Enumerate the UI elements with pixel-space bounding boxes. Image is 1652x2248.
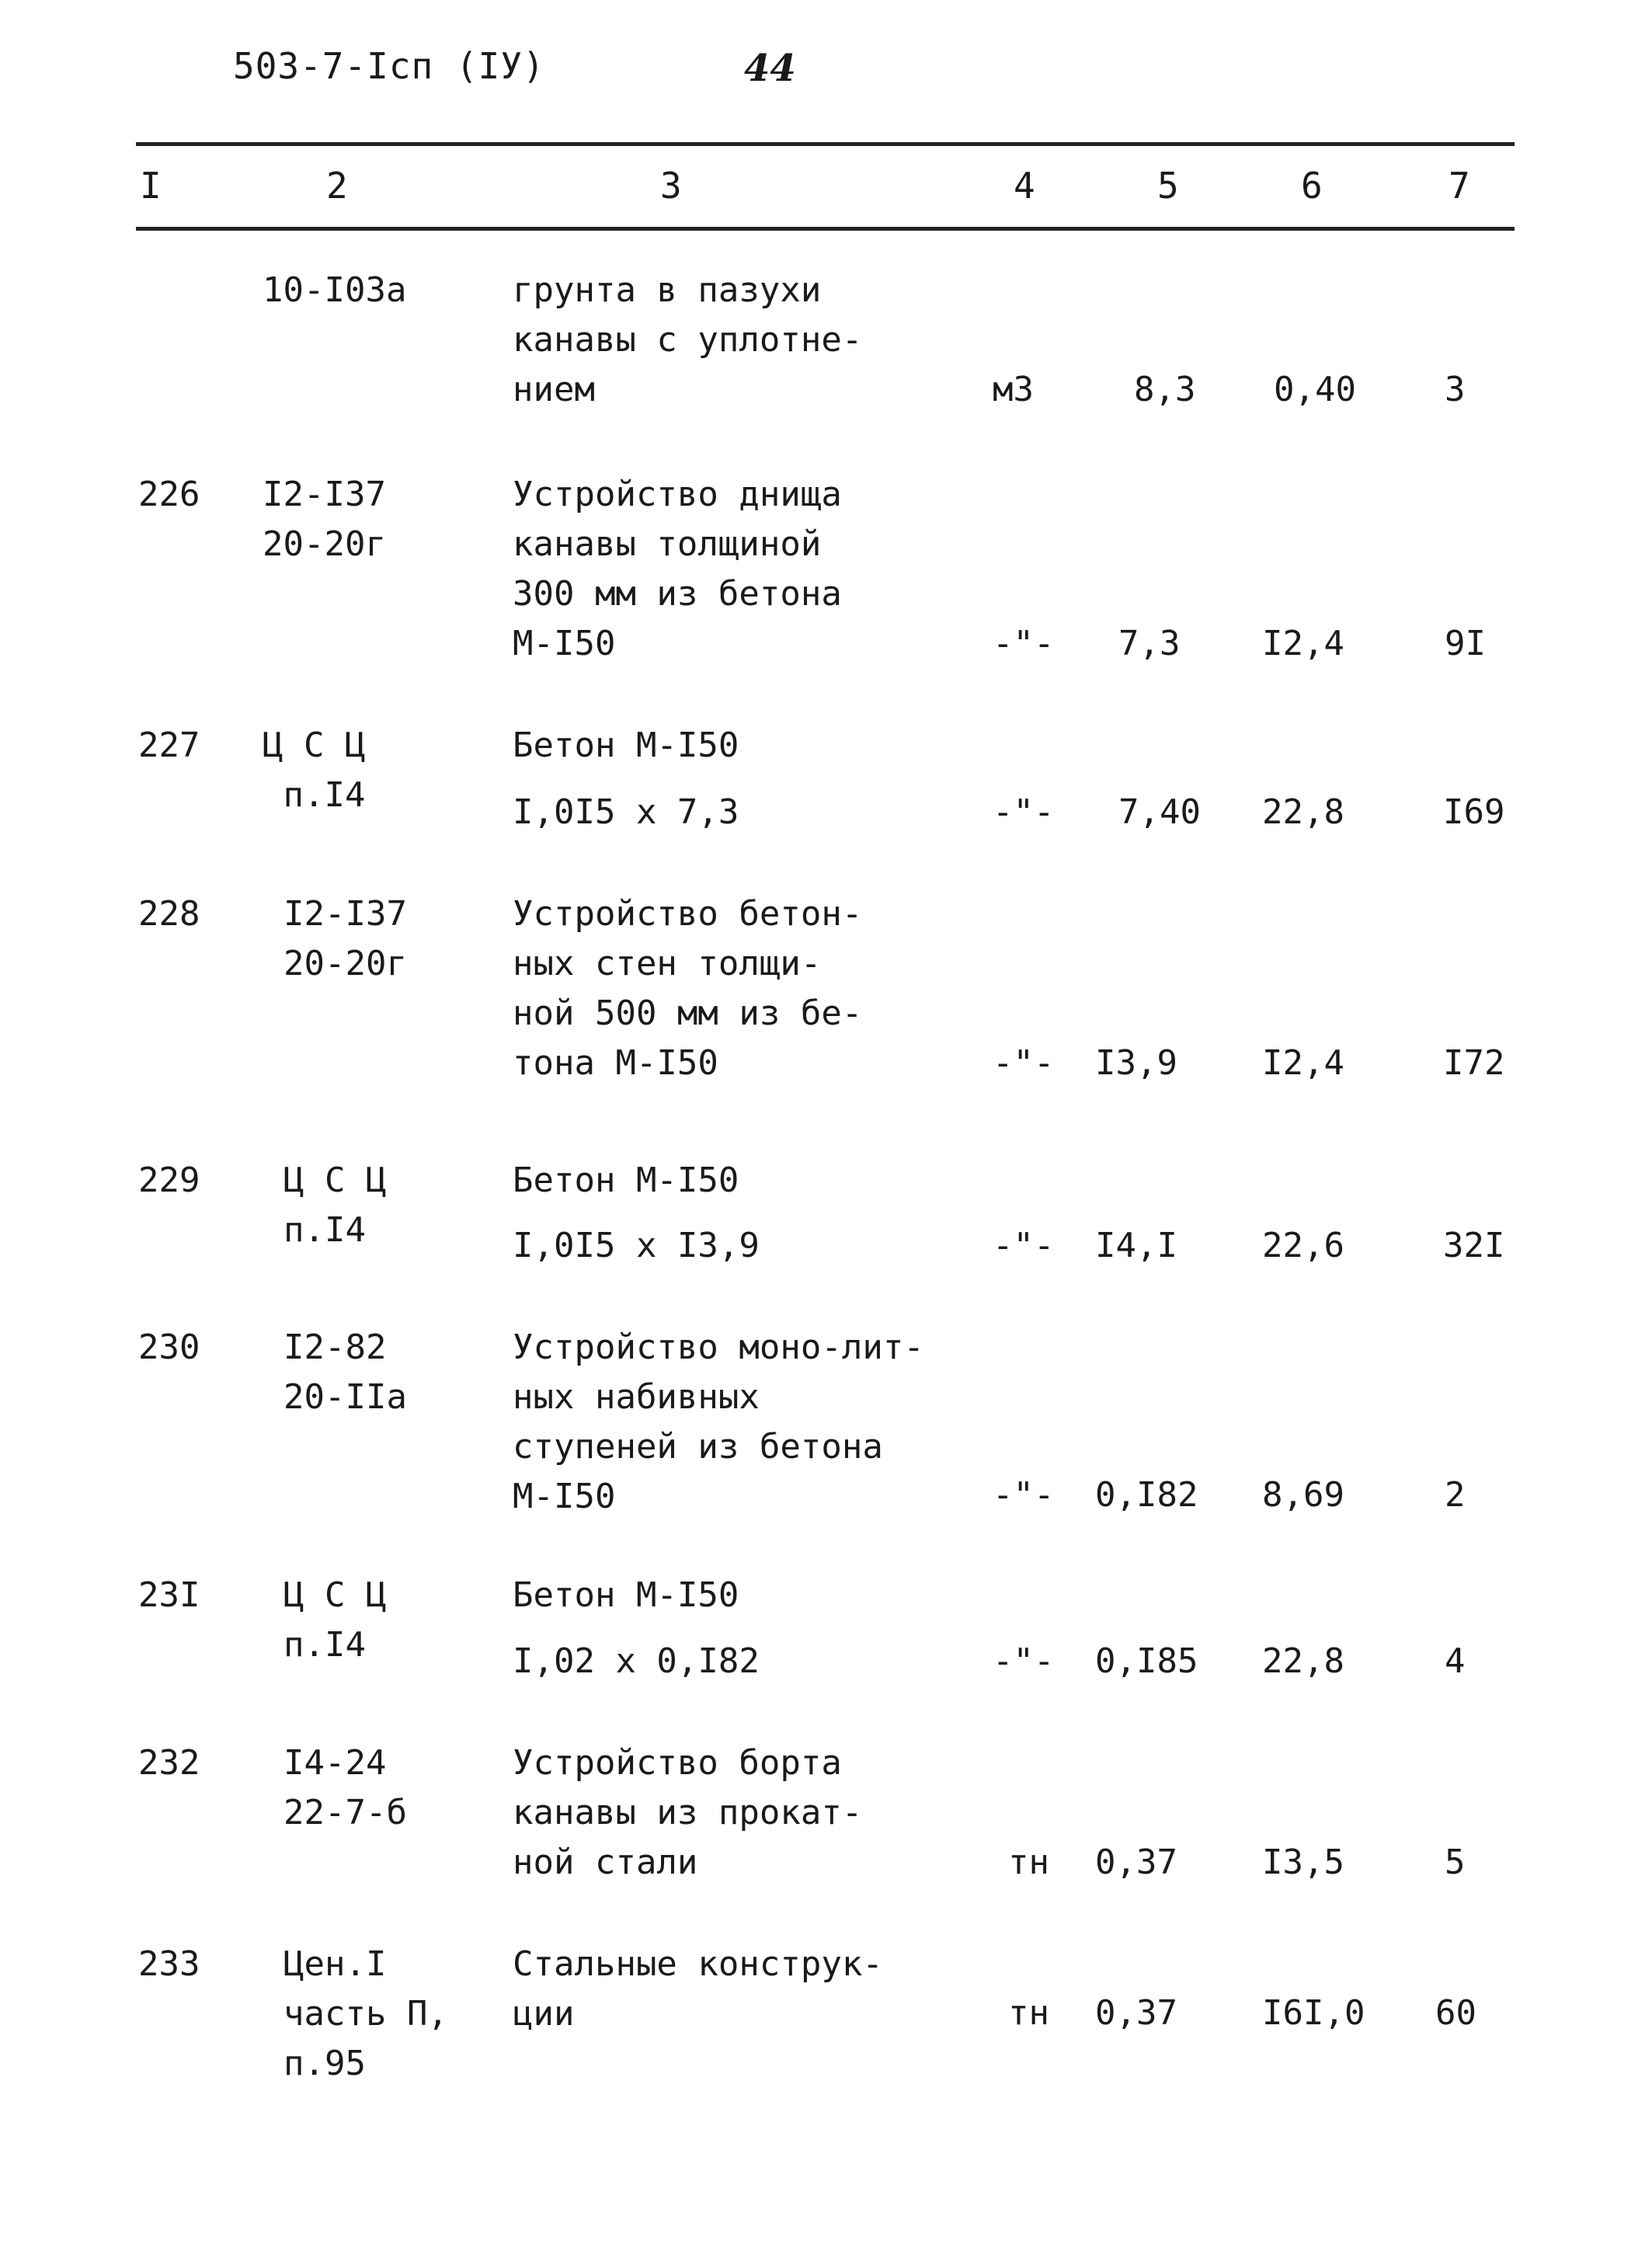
row-code: I4-24 22-7-б — [283, 1743, 407, 1832]
column-header-7: 7 — [1449, 165, 1470, 207]
row-code: I2-I37 20-20г — [283, 894, 407, 983]
document-code: 503-7-Iсп (IУ) — [233, 45, 545, 87]
row-code: I2-I37 20-20г — [263, 475, 386, 564]
table-header-rule — [136, 227, 1515, 231]
row-price: 22,6 — [1262, 1226, 1344, 1265]
row-unit: -"- — [993, 624, 1055, 663]
column-header-3: 3 — [660, 165, 682, 207]
row-formula: I,02 x 0,I82 — [513, 1641, 760, 1681]
row-quantity: I3,9 — [1095, 1043, 1177, 1083]
row-description: Устройство днища канавы толщиной 300 мм из бетона М-I50 — [513, 475, 842, 663]
row-quantity: 0,37 — [1095, 1843, 1177, 1882]
column-header-6: 6 — [1301, 165, 1323, 207]
row-code: I2-82 20-IIа — [283, 1328, 407, 1417]
row-total: 2 — [1445, 1475, 1466, 1515]
row-description: Стальные конструк- ции — [513, 1944, 883, 2034]
row-price: 22,8 — [1262, 1641, 1344, 1681]
row-price: I3,5 — [1262, 1843, 1344, 1882]
row-formula: I,0I5 x 7,3 — [513, 792, 739, 832]
column-header-4: 4 — [1014, 165, 1035, 207]
table-top-rule — [136, 142, 1515, 146]
row-quantity: 8,3 — [1134, 370, 1196, 409]
row-code: Ц С Ц п.I4 — [263, 726, 366, 815]
row-quantity: I4,I — [1095, 1226, 1177, 1265]
row-description: Бетон М-I50 — [513, 726, 739, 765]
column-header-2: 2 — [326, 165, 348, 207]
row-unit: -"- — [993, 1641, 1055, 1681]
row-number: 227 — [138, 726, 200, 765]
row-total: 60 — [1435, 1993, 1476, 2033]
row-price: I6I,0 — [1262, 1993, 1365, 2033]
row-number: 228 — [138, 894, 200, 934]
row-price: I2,4 — [1262, 1043, 1344, 1083]
row-total: I69 — [1443, 792, 1505, 832]
row-code: 10-I03а — [263, 270, 407, 310]
row-number: 226 — [138, 475, 200, 514]
row-price: 8,69 — [1262, 1475, 1344, 1515]
row-code: Цен.I часть П, п.95 — [283, 1944, 448, 2083]
row-code: Ц С Ц п.I4 — [283, 1575, 387, 1665]
row-unit: -"- — [993, 1475, 1055, 1515]
row-description: Бетон М-I50 — [513, 1575, 739, 1615]
row-unit: тн — [1008, 1993, 1049, 2033]
row-number: 232 — [138, 1743, 200, 1783]
row-total: I72 — [1443, 1043, 1505, 1083]
row-unit: тн — [1008, 1843, 1049, 1882]
row-total: 5 — [1445, 1843, 1466, 1882]
row-quantity: 0,I85 — [1095, 1641, 1198, 1681]
row-number: 229 — [138, 1161, 200, 1200]
row-code: Ц С Ц п.I4 — [283, 1161, 387, 1250]
row-price: I2,4 — [1262, 624, 1344, 663]
row-number: 23I — [138, 1575, 200, 1615]
row-description: Бетон М-I50 — [513, 1161, 739, 1200]
row-price: 0,40 — [1274, 370, 1356, 409]
row-quantity: 7,40 — [1118, 792, 1201, 832]
row-total: 3 — [1445, 370, 1466, 409]
row-number: 233 — [138, 1944, 200, 1984]
row-price: 22,8 — [1262, 792, 1344, 832]
row-quantity: 0,I82 — [1095, 1475, 1198, 1515]
row-description: грунта в пазухи канавы с уплотне- нием — [513, 270, 863, 409]
row-unit: -"- — [993, 1226, 1055, 1265]
row-description: Устройство моно-лит- ных набивных ступеней из бетона М-I50 — [513, 1328, 924, 1516]
page-number: 44 — [744, 47, 796, 90]
row-total: 32I — [1443, 1226, 1505, 1265]
row-description: Устройство борта канавы из прокат- ной стали — [513, 1743, 863, 1882]
row-description: Устройство бетон- ных стен толщи- ной 500 мм из бе- тона М-I50 — [513, 894, 863, 1083]
column-header-1: I — [140, 165, 162, 207]
row-formula: I,0I5 x I3,9 — [513, 1226, 760, 1265]
row-quantity: 7,3 — [1118, 624, 1181, 663]
row-quantity: 0,37 — [1095, 1993, 1177, 2033]
row-unit: м3 — [993, 370, 1034, 409]
row-unit: -"- — [993, 792, 1055, 832]
row-unit: -"- — [993, 1043, 1055, 1083]
row-total: 4 — [1445, 1641, 1466, 1681]
row-number: 230 — [138, 1328, 200, 1367]
column-header-5: 5 — [1157, 165, 1179, 207]
row-total: 9I — [1445, 624, 1486, 663]
